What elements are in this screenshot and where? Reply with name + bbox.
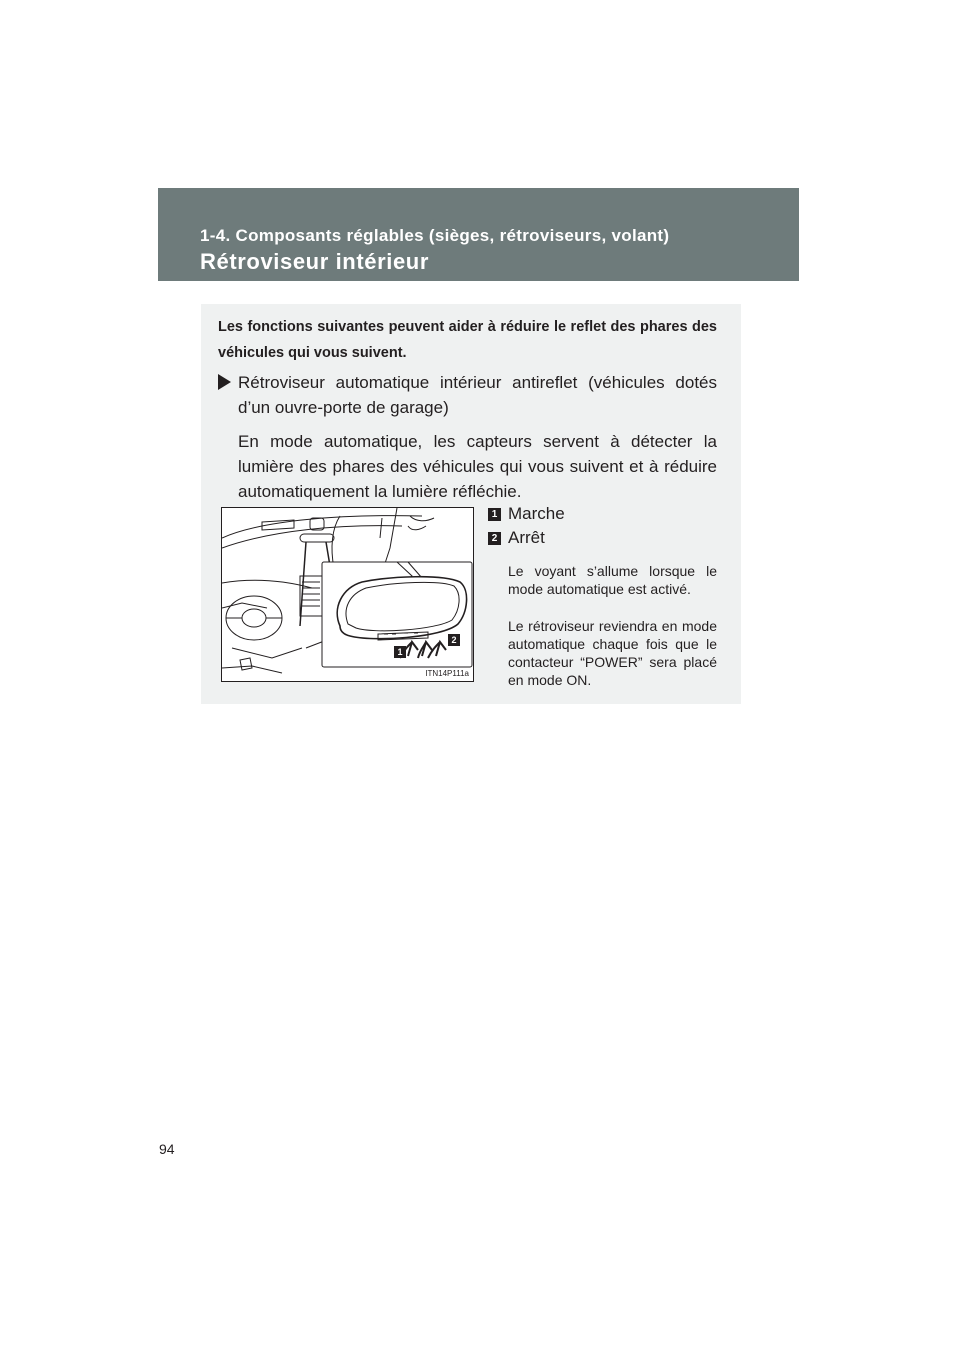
figure-badge-2: 2 [448,634,460,646]
section-header [158,188,799,281]
legend [488,503,718,688]
feature-description: En mode automatique, les capteurs servent à détecter la lumière des phares des véhicules qui vous suivent et à réduire automatiquement la lumière réfléchie. [238,432,717,501]
legend-label: Marche [508,504,565,523]
note-indicator: Le voyant s’allume lorsque le mode automatique est activé. [508,563,717,597]
mirror-illustration-icon [222,508,474,682]
page-number: 94 [159,1141,175,1157]
legend-item-arret [488,527,718,551]
page-heading: Rétroviseur intérieur [200,249,430,274]
section-title: 1-4. Composants réglables (sièges, rétroviseurs, volant) [200,226,670,245]
figure-id: ITN14P111a [425,669,469,678]
intro-text: Les fonctions suivantes peuvent aider à réduire le reflet des phares des véhicules qui vous suivent. [218,319,717,361]
content-panel [201,304,741,704]
number-badge-icon: 2 [488,532,501,545]
figure-badge-1: 1 [394,646,406,658]
bullet-arrow-icon [218,374,231,390]
note-power: Le rétroviseur reviendra en mode automatique chaque fois que le contacteur “POWER” sera placé en mode ON. [508,618,717,688]
legend-label: Arrêt [508,528,545,547]
feature-block [238,370,717,504]
legend-item-marche [488,503,718,527]
mirror-illustration [221,507,474,682]
number-badge-icon: 1 [488,508,501,521]
feature-title: Rétroviseur automatique intérieur antireflet (véhicules dotés d’un ouvre-porte de garage) [238,373,717,417]
